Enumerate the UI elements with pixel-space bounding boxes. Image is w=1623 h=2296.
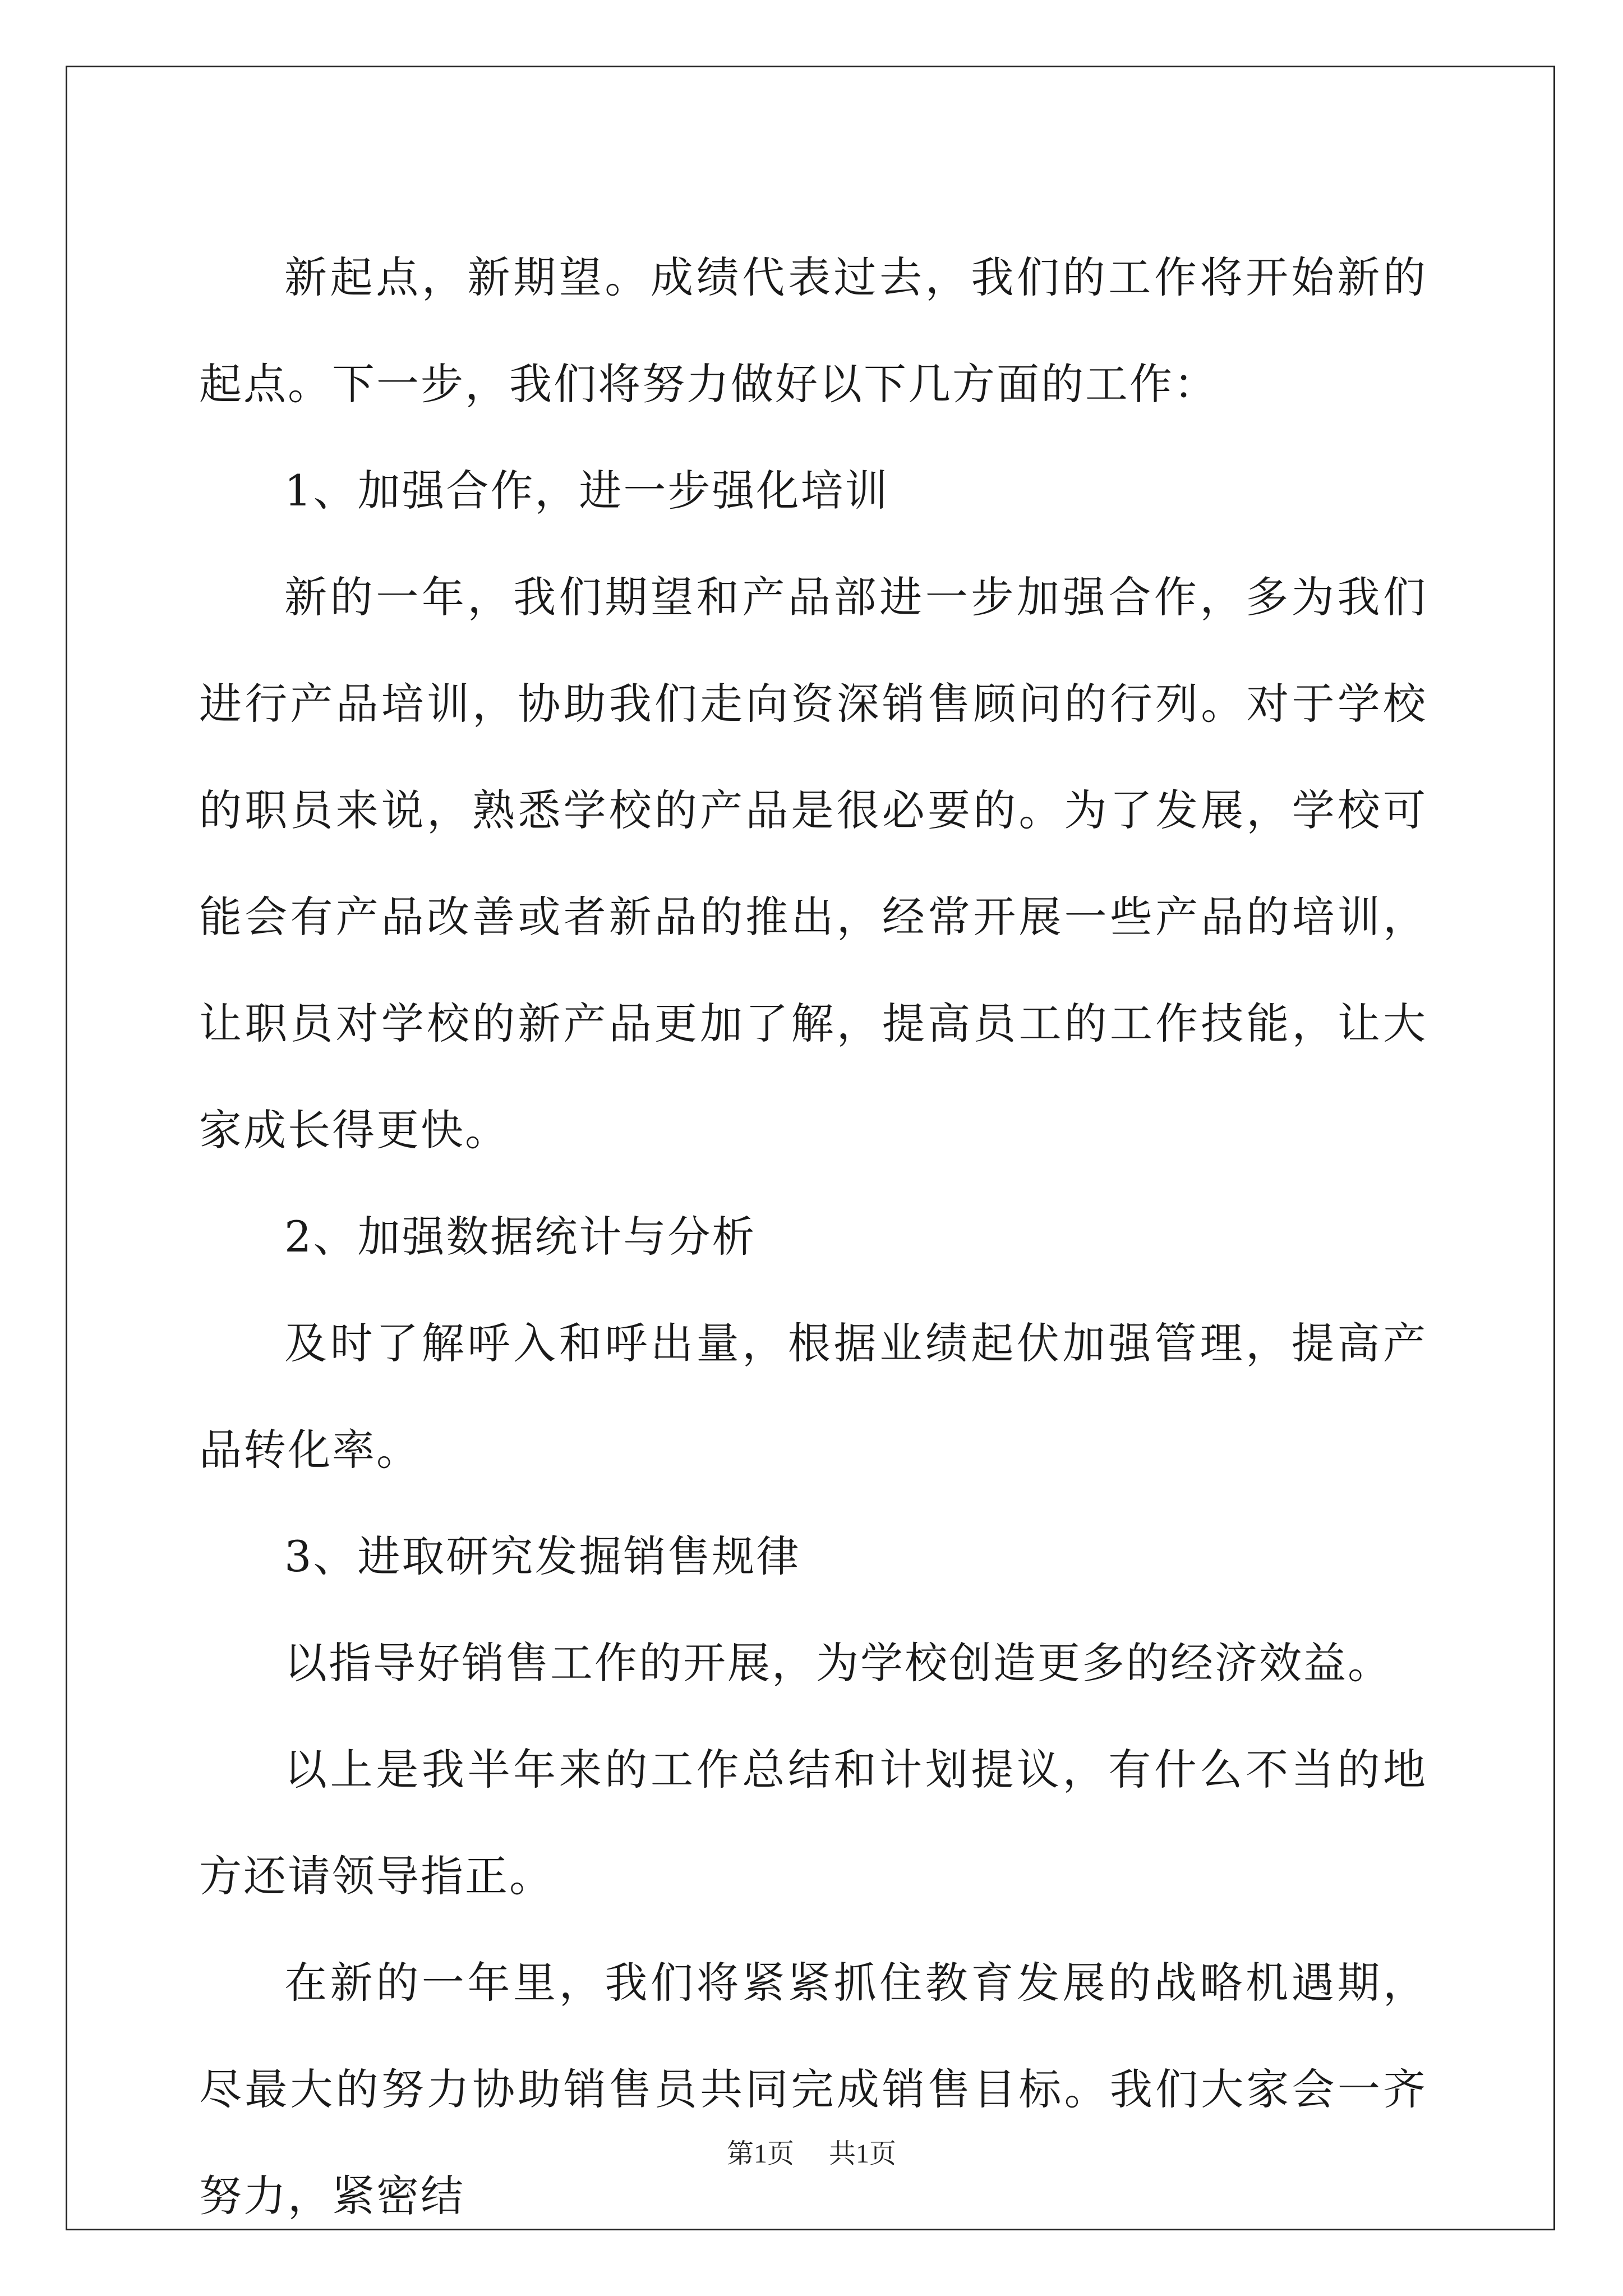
- page-total: 共1页: [829, 2139, 897, 2169]
- paragraph: 以指导好销售工作的开展，为学校创造更多的经济效益。: [284, 1638, 1392, 1688]
- page-footer: [0, 2137, 1623, 2171]
- paragraph: 及时了解呼入和呼出量，根据业绩起伏加强管理，提高产品转化率。: [199, 1318, 1427, 1475]
- paragraph: 新的一年，我们期望和产品部进一步加强合作，多为我们进行产品培训，协助我们走向资深销售顾问的行列。对于学校的职员来说，熟悉学校的产品是很必要的。为了发展，学校可能会有产品改善或者新品的推出，经常开展一些产品的培训，让职员对学校的新产品更加了解，提高员工的工作技能，让大家成长得更快。: [199, 572, 1427, 1155]
- paragraph: 新起点，新期望。成绩代表过去，我们的工作将开始新的起点。下一步，我们将努力做好以下几方面的工作：: [199, 252, 1427, 409]
- section-heading: 1、加强合作，进一步强化培训: [284, 466, 889, 516]
- page-number: 第1页: [726, 2139, 794, 2169]
- document-body: [199, 224, 1427, 2249]
- section-heading: 2、加强数据统计与分析: [284, 1212, 757, 1262]
- paragraph: 以上是我半年来的工作总结和计划提议，有什么不当的地方还请领导指正。: [199, 1745, 1427, 1901]
- section-heading: 3、进取研究发掘销售规律: [284, 1531, 801, 1581]
- paragraph: 在新的一年里，我们将紧紧抓住教育发展的战略机遇期，尽最大的努力协助销售员共同完成销售目标。我们大家会一齐努力，紧密结: [199, 1958, 1427, 2221]
